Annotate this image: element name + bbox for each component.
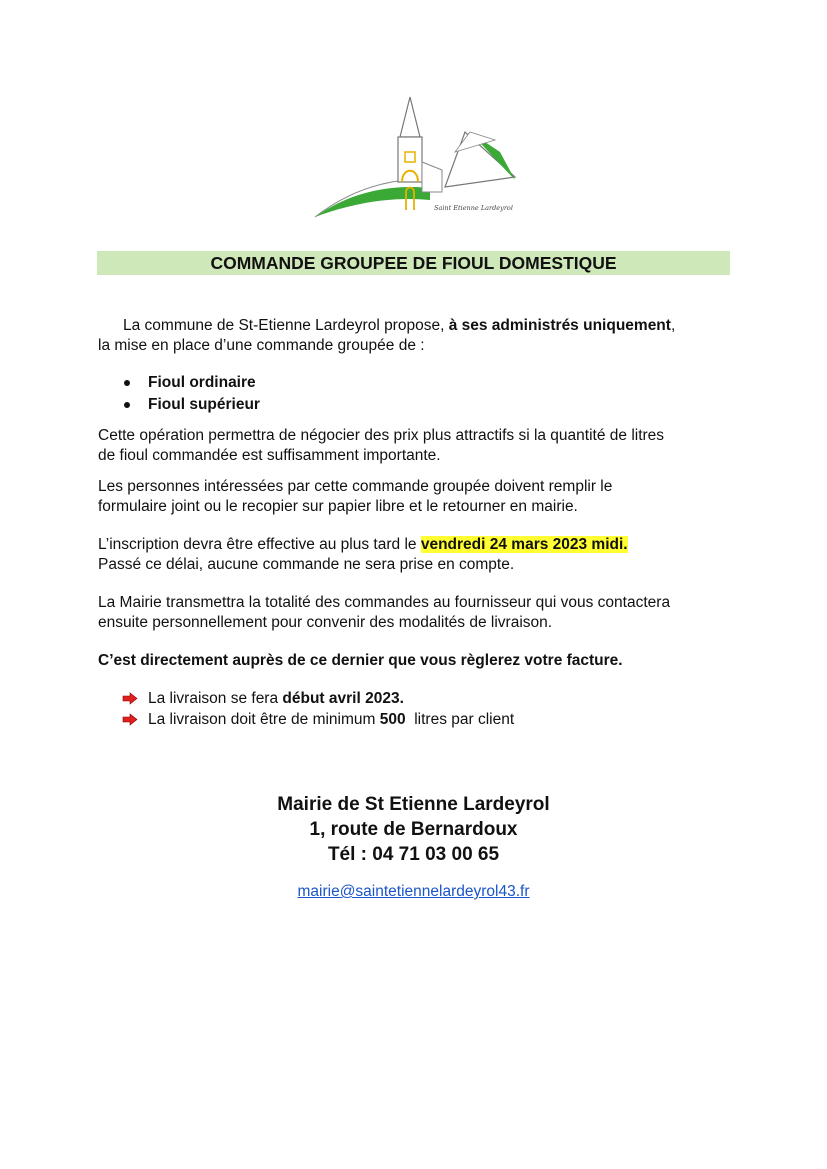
document-title: COMMANDE GROUPEE DE FIOUL DOMESTIQUE — [97, 251, 730, 275]
delivery-list — [122, 688, 514, 730]
list-item — [122, 372, 260, 394]
intro-paragraph — [98, 316, 729, 356]
municipality-logo — [310, 92, 520, 222]
email-link[interactable]: mairie@saintetiennelardeyrol43.fr — [297, 883, 530, 900]
participants-line-2: formulaire joint ou le recopier sur papier libre et le retourner en mairie. — [98, 498, 578, 515]
intro-line-2: la mise en place d’une commande groupée de : — [98, 337, 425, 354]
address-line-1: Mairie de St Etienne Lardeyrol — [277, 794, 550, 815]
fuel-type-label: Fioul ordinaire — [148, 374, 256, 391]
operation-line-1: Cette opération permettra de négocier des prix plus attractifs si la quantité de litres — [98, 427, 665, 444]
fuel-type-label: Fioul supérieur — [148, 396, 260, 413]
list-item — [122, 709, 514, 730]
bullet-icon — [124, 402, 130, 408]
operation-paragraph — [98, 426, 729, 466]
address-line-2: 1, route de Bernardoux — [309, 819, 518, 840]
deadline-paragraph — [98, 535, 729, 575]
list-item — [122, 394, 260, 416]
delivery-suffix: litres par client — [405, 711, 515, 728]
operation-line-2: de fioul commandée est suffisamment importante. — [98, 447, 441, 464]
mairie-address — [0, 792, 827, 867]
intro-bold: à ses administrés uniquement — [448, 317, 671, 334]
arrow-right-icon — [122, 692, 138, 705]
mairie-line-1: La Mairie transmettra la totalité des commandes au fournisseur qui vous contactera — [98, 594, 671, 611]
deadline-line-2: Passé ce délai, aucune commande ne sera prise en compte. — [98, 556, 515, 573]
intro-text-2: , — [670, 317, 676, 334]
email-container — [0, 883, 827, 901]
address-phone: Tél : 04 71 03 00 65 — [327, 844, 500, 865]
fuel-types-list — [122, 372, 260, 416]
arrow-right-icon — [122, 713, 138, 726]
delivery-text: La livraison se fera — [148, 690, 283, 707]
bullet-icon — [124, 380, 130, 386]
deadline-text: L’inscription devra être effective au plus tard le — [98, 536, 421, 553]
invoice-paragraph: C’est directement auprès de ce dernier que vous règlerez votre facture. — [98, 652, 623, 669]
logo-caption: Saint Etienne Lardeyrol — [434, 204, 513, 212]
participants-paragraph — [98, 477, 729, 517]
participants-line-1: Les personnes intéressées par cette commande groupée doivent remplir le — [98, 478, 613, 495]
mairie-line-2: ensuite personnellement pour convenir des modalités de livraison. — [98, 614, 553, 631]
mairie-paragraph — [98, 593, 729, 633]
delivery-minimum: 500 — [379, 711, 406, 728]
deadline-highlight: vendredi 24 mars 2023 midi. — [420, 536, 628, 553]
intro-text-1: La commune de St-Etienne Lardeyrol propose, — [123, 317, 449, 334]
delivery-date: début avril 2023. — [282, 690, 404, 707]
delivery-text: La livraison doit être de minimum — [148, 711, 380, 728]
list-item — [122, 688, 514, 709]
